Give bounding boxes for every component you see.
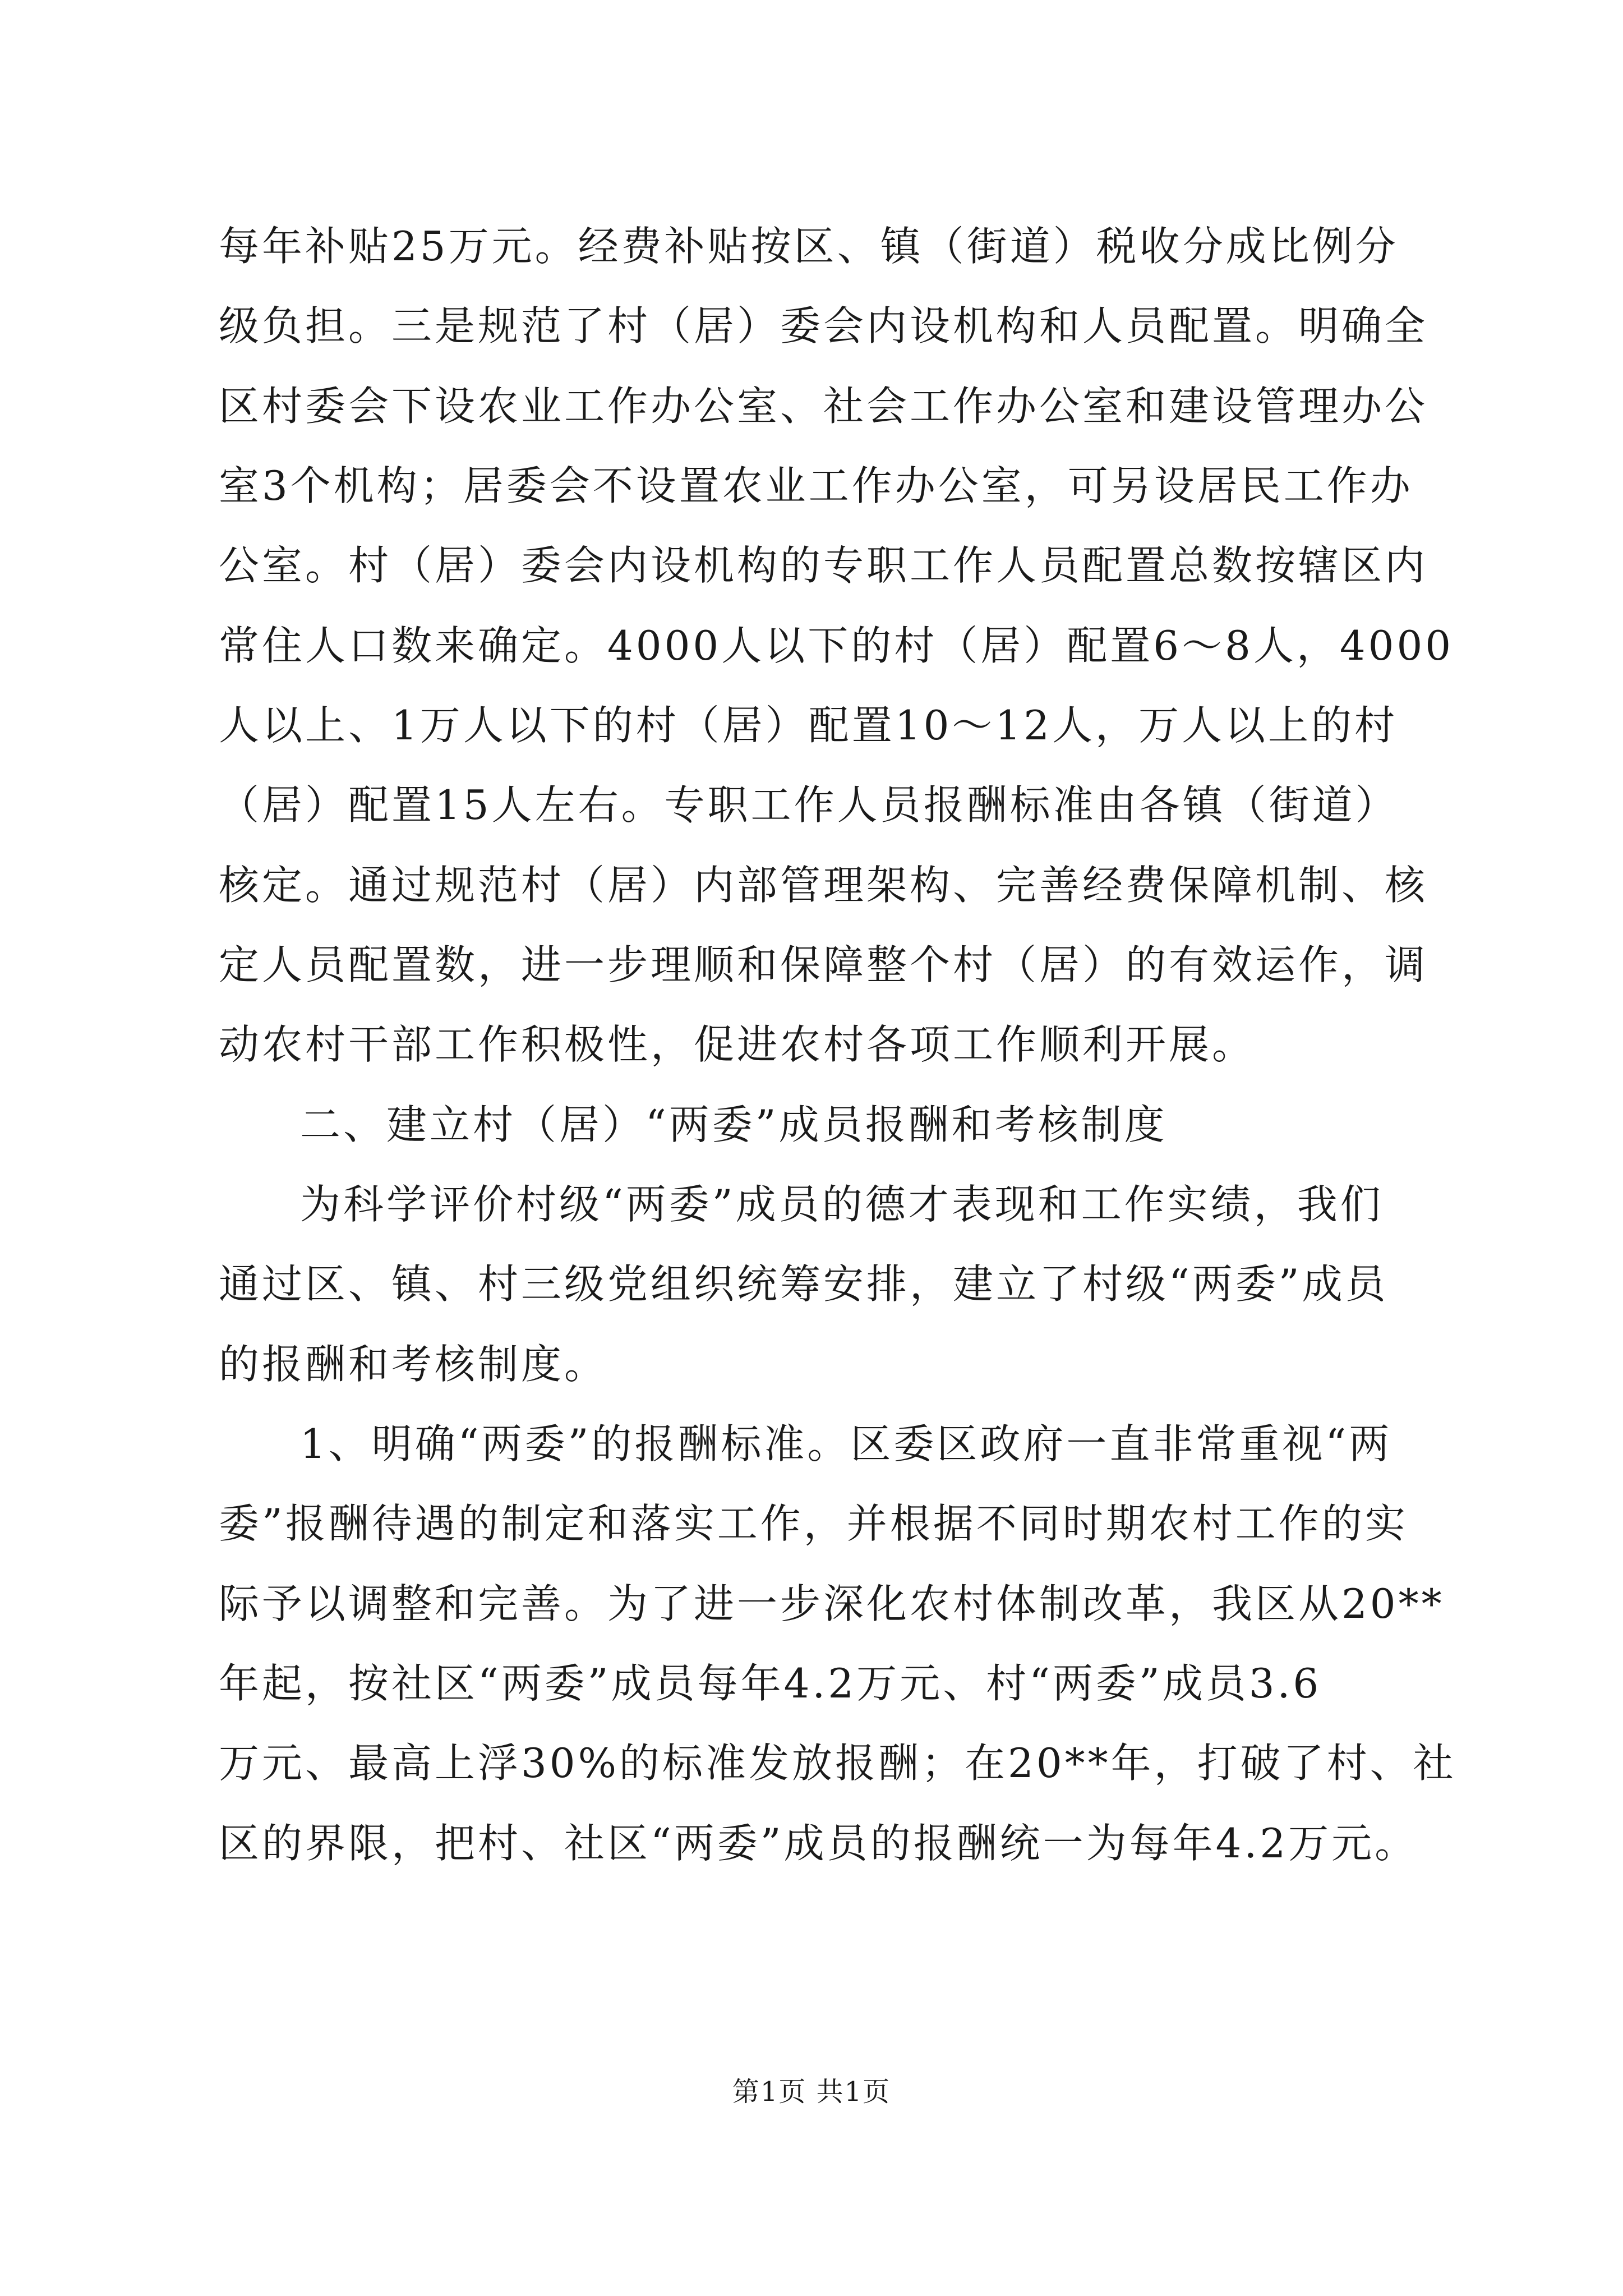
body-text-line: 常住人口数来确定。4000人以下的村（居）配置6～8人，4000 — [219, 622, 1454, 669]
body-text-line: 万元、最高上浮30%的标准发放报酬；在20**年，打破了村、社 — [219, 1740, 1456, 1787]
body-text-line: 室3个机构；居委会不设置农业工作办公室，可另设居民工作办 — [219, 462, 1413, 509]
body-text-line: 通过区、镇、村三级党组织统筹安排，建立了村级“两委”成员 — [219, 1260, 1389, 1308]
body-text-line: 的报酬和考核制度。 — [219, 1341, 608, 1388]
body-text-line: 1、明确“两委”的报酬标准。区委区政府一直非常重视“两 — [300, 1420, 1393, 1467]
body-text-line: 级负担。三是规范了村（居）委会内设机构和人员配置。明确全 — [219, 302, 1428, 349]
body-text-line: （居）配置15人左右。专职工作人员报酬标准由各镇（街道） — [219, 781, 1399, 829]
section-heading: 二、建立村（居）“两委”成员报酬和考核制度 — [300, 1101, 1168, 1148]
body-text-line: 动农村干部工作积极性，促进农村各项工作顺利开展。 — [219, 1021, 1256, 1068]
page-number-footer: 第1页 共1页 — [732, 2076, 891, 2108]
body-text-line: 核定。通过规范村（居）内部管理架构、完善经费保障机制、核 — [219, 862, 1428, 909]
body-text-line: 委”报酬待遇的制定和落实工作，并根据不同时期农村工作的实 — [219, 1500, 1408, 1547]
body-text-line: 公室。村（居）委会内设机构的专职工作人员配置总数按辖区内 — [219, 542, 1428, 589]
body-text-line: 区村委会下设农业工作办公室、社会工作办公室和建设管理办公 — [219, 383, 1428, 430]
body-text-line: 区的界限，把村、社区“两委”成员的报酬统一为每年4.2万元。 — [219, 1820, 1418, 1867]
body-text-line: 定人员配置数，进一步理顺和保障整个村（居）的有效运作，调 — [219, 941, 1428, 988]
body-text-line: 每年补贴25万元。经费补贴按区、镇（街道）税收分成比例分 — [219, 223, 1399, 270]
body-text-line: 年起，按社区“两委”成员每年4.2万元、村“两委”成员3.6 — [219, 1660, 1322, 1707]
body-text-line: 为科学评价村级“两委”成员的德才表现和工作实绩，我们 — [300, 1181, 1384, 1228]
body-text-line: 人以上、1万人以下的村（居）配置10～12人，万人以上的村 — [219, 702, 1398, 749]
body-text-line: 际予以调整和完善。为了进一步深化农村体制改革，我区从20** — [219, 1580, 1445, 1627]
